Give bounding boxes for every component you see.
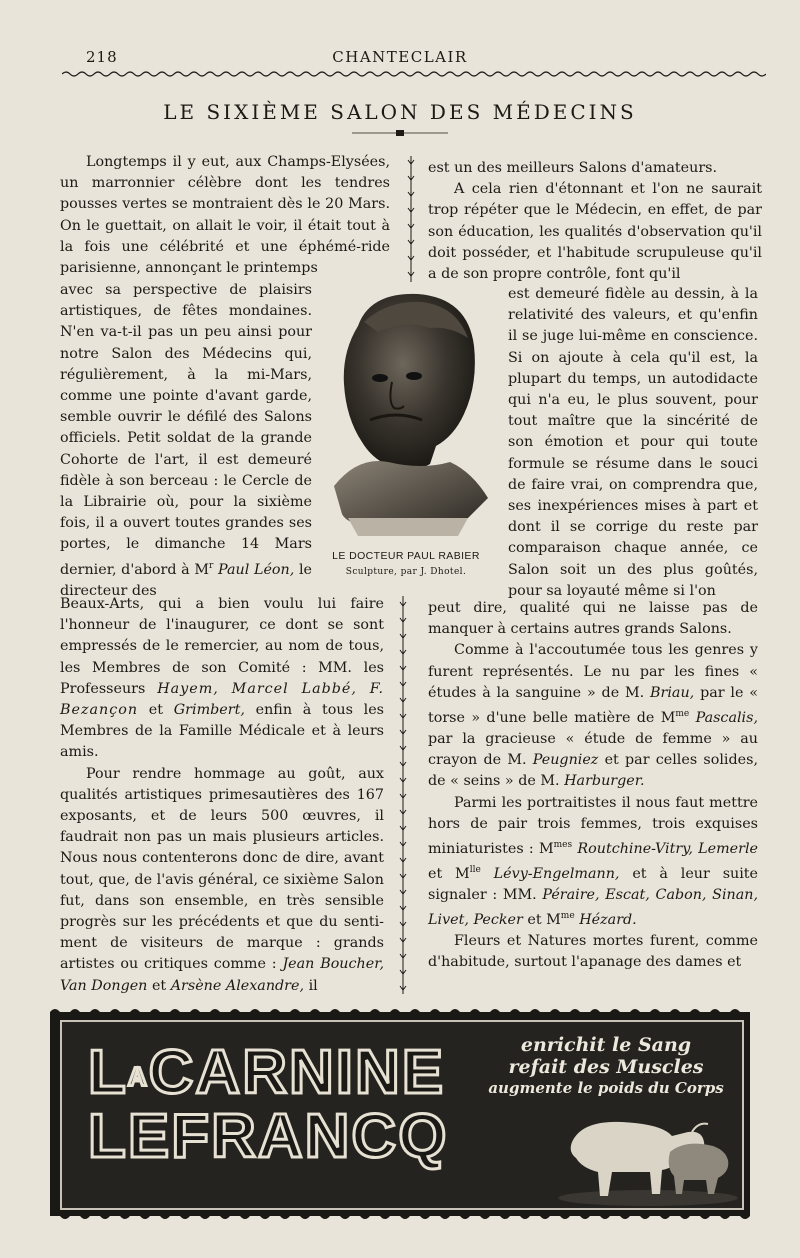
paragraph: peut dire, qualité qui ne laisse pas de manquer à certains autres grands Salons. xyxy=(428,600,758,638)
paragraph xyxy=(428,640,758,792)
text-run: par le « torse » d'une belle matière de M xyxy=(428,684,759,726)
person-names: Routchine-Vitry, Lemerle xyxy=(577,840,759,857)
text-run: et xyxy=(148,702,164,719)
ad-tagline-3: augmente le poids du Corps xyxy=(488,1079,724,1097)
superscript: me xyxy=(675,709,690,720)
article-title: LE SIXIÈME SALON DES MÉDECINS xyxy=(163,100,637,124)
caption-title: LE DOCTEUR PAUL RABIER xyxy=(332,550,480,562)
ad-tagline-2: refait des Muscles xyxy=(508,1056,704,1078)
person-name: Paul Léon, xyxy=(218,561,295,578)
paragraph xyxy=(60,764,384,997)
right-column-top xyxy=(428,158,762,285)
text-run: Beaux-Arts, qui a bien voulu lui faire l'honneur de l'inaugurer, ce dont se sont empressés de le remercier, au nom de tous, les Membres de son Comité : MM. les Professeurs xyxy=(60,596,384,697)
text-run: enfin à tous les Membres de la Famille Médicale et à leurs amis. xyxy=(60,702,385,761)
caption-credit: Sculpture, par J. Dhotel. xyxy=(345,567,467,577)
paragraph: est demeuré fidèle au dessin, à la relativité des valeurs, et qu'enfin il se juge lui-même en conscience. Si on ajoute à cela qu'il est, la plupart du temps, un autodidacte qui n'a eu, le plus souvent, pour tout maître que la sincérité de son émotion et pour qui toute formule se résume dans le souci de faire vrai, on comprendra que, ses inexpériences mises à part et dont il se corrige du reste par comparaison chaque année, ce Salon soit un des plus goûtés, pour sa loyauté même si l'on xyxy=(508,286,758,599)
text-run: par la gracieuse « étude de femme » au crayon de M. xyxy=(428,730,758,769)
carnine-lefrancq-advertisement xyxy=(50,1012,750,1216)
text-run: Parmi les portraitistes il nous faut mettre hors de pair trois femmes, trois exquises miniaturistes : M xyxy=(428,794,758,857)
person-names: Hayem, Marcel Labbé, F. Bezançon xyxy=(60,680,384,719)
text-run: le directeur des xyxy=(60,561,312,599)
person-name: Harburger. xyxy=(564,773,645,790)
text-run: et M xyxy=(428,865,470,882)
title-ornament xyxy=(352,128,448,138)
paragraph: Longtemps il y eut, aux Champs-Elysées, un marronnier célèbre dont les tendres pousses vertes se montraient dès le 20 Mars. On le guettait, on allait le voir, il était tout à la fois une célébrité et une éphémé-ride parisienne, annonçant le printemps xyxy=(60,154,390,277)
superscript: r xyxy=(209,560,214,571)
ad-tagline-1: enrichit le Sang xyxy=(520,1034,692,1056)
text-run: Pour rendre hommage au goût, aux qualités artistiques primesautières des 167 exposants, et de leurs 500 œuvres, il faudrait non pas un mais plusieurs articles. Nous nous contenterons donc de dire, avant tout, que, de l'avis général, ce sixième Salon fut, dans son ensemble, en très sensible progrès sur les précédents et que du senti-ment de visiteurs de marque : grands artistes ou critiques comme : xyxy=(60,765,384,973)
column-divider-bottom xyxy=(397,596,409,994)
person-name: Arsène Alexandre, xyxy=(170,977,305,994)
superscript: me xyxy=(560,911,575,922)
text-run: et xyxy=(151,977,167,994)
left-column-wrap xyxy=(60,280,312,602)
text-run: M xyxy=(194,561,210,578)
logo-letter: L xyxy=(88,1038,128,1107)
superscript: mes xyxy=(553,840,573,850)
person-names: Jean Boucher, Van Dongen xyxy=(60,956,384,994)
person-name: Briau, xyxy=(650,684,695,701)
text-run: et M xyxy=(527,911,561,928)
text-run: avec sa perspective de plaisirs artistiques, de fêtes mondaines. N'en va-t-il pas un peu ainsi pour notre Salon des Médecins qui, régulièrement, à la mi-Mars, comme une pointe d'avant garde, semble ouvrir le défilé des Salons officiels. Petit soldat de la grande Cohorte de l'art, il est demeuré fidèle à son berceau : le Cercle de la Librairie où, pour la sixième fois, il a ouvert toutes grandes ses portes, le dimanche 14 Mars dernier, d'abord à xyxy=(60,282,312,578)
person-name: Lévy-Engelmann, xyxy=(493,865,620,882)
page-number: 218 xyxy=(86,48,118,66)
superscript: lle xyxy=(469,864,481,875)
ad-logo-line-2: LEFRANCQ xyxy=(88,1102,449,1171)
header-wavy-rule xyxy=(62,70,766,78)
person-name: Pascalis, xyxy=(695,709,758,726)
text-run: et à leur suite signaler : MM. xyxy=(428,865,759,903)
logo-letter-small: A xyxy=(127,1061,149,1092)
text-run: Comme à l'accoutumée tous les genres y furent représentés. Le nu par les fines « études à la sanguine » de M. xyxy=(428,642,758,701)
text-run: et par celles solides, de « seins » de M. xyxy=(428,752,758,790)
person-names: Péraire, Escat, Cabon, Sinan, Livet, Pecker xyxy=(428,886,759,928)
paragraph: A cela rien d'étonnant et l'on ne saurait trop répéter que le Médecin, en effet, de par son éducation, les qualités d'observation qu'il doit posséder, et l'habitude scrupuleuse qu'il a de son propre contrôle, font qu'il xyxy=(428,181,762,283)
right-column-wrap xyxy=(508,284,758,602)
paragraph: est un des meilleurs Salons d'amateurs. xyxy=(428,160,718,176)
ad-panel xyxy=(60,1020,744,1210)
paragraph xyxy=(60,280,312,602)
running-title: CHANTECLAIR xyxy=(332,48,468,66)
person-name: Hézard. xyxy=(579,911,637,928)
bust-sculpture-photo xyxy=(318,286,494,546)
ad-bottom-wavy-edge xyxy=(50,1214,750,1222)
figure-caption xyxy=(318,548,494,580)
column-divider-top xyxy=(405,156,417,282)
left-column-top xyxy=(60,152,390,279)
right-column-bottom xyxy=(428,598,758,974)
text-run: il xyxy=(308,977,318,994)
person-name: Grimbert, xyxy=(173,702,245,719)
ad-logo-line-1 xyxy=(88,1038,445,1112)
person-name: Peugniez xyxy=(532,752,599,769)
cattle-illustration xyxy=(552,1102,742,1206)
paragraph xyxy=(428,793,758,932)
left-column-bottom xyxy=(60,594,384,997)
paragraph: Fleurs et Natures mortes furent, comme d'habitude, surtout l'apanage des dames et xyxy=(428,933,758,971)
logo-word: CARNINE xyxy=(148,1038,446,1107)
paragraph xyxy=(60,594,384,764)
